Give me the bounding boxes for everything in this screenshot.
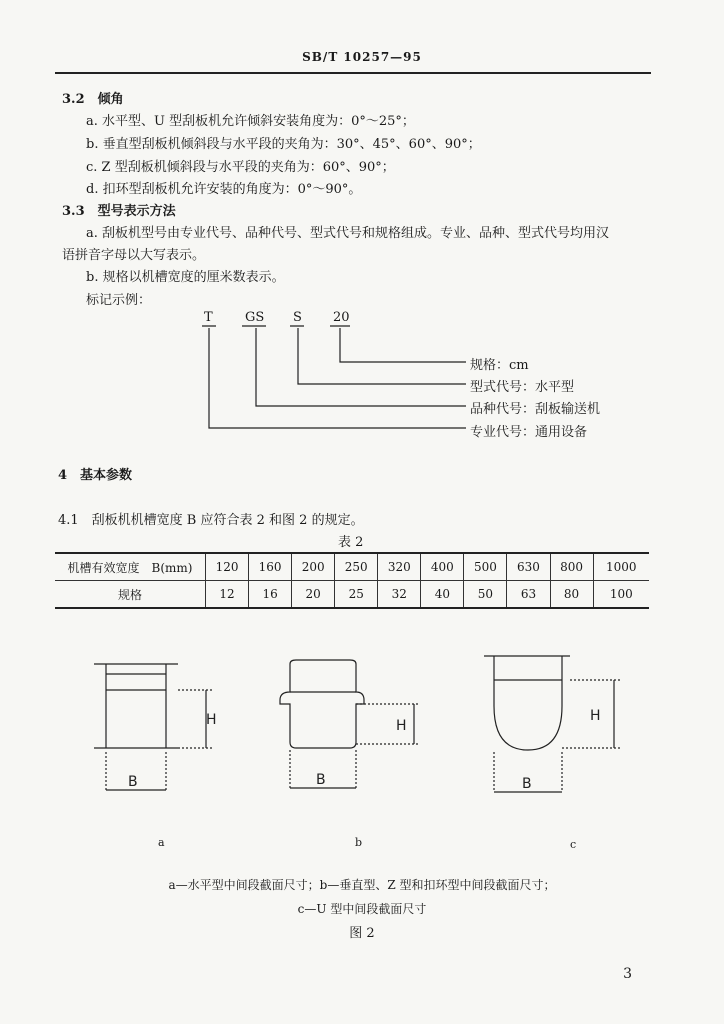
section-4-1-text: 4.1 刮板机机槽宽度 B 应符合表 2 和图 2 的规定。 — [58, 513, 364, 528]
cell: 320 — [378, 553, 421, 581]
leader-type — [298, 328, 466, 384]
code-variety: GS — [245, 310, 265, 325]
figure-caption-line2: c—U 型中间段截面尺寸 — [297, 902, 427, 916]
dim-h-c: H — [590, 708, 601, 724]
cell: 50 — [464, 581, 507, 609]
table-row — [55, 553, 649, 581]
leader-variety — [256, 328, 466, 406]
dim-b-c: B — [522, 776, 532, 792]
cell: 400 — [421, 553, 464, 581]
marking-example-label: 标记示例： — [86, 293, 152, 308]
cell: 25 — [335, 581, 378, 609]
desc-spec: 规格：cm — [470, 358, 529, 373]
leader-spec — [340, 328, 466, 362]
item-3-2-b: b. 垂直型刮板机倾斜段与水平段的夹角为：30°、45°、60°、90°； — [86, 137, 481, 152]
item-3-3-a-line1: a. 刮板机型号由专业代号、品种代号、型式代号和规格组成。专业、品种、型式代号均用汉 — [86, 226, 610, 241]
cell: 32 — [378, 581, 421, 609]
dim-h-a: H — [206, 712, 217, 728]
figure-c-section — [484, 656, 620, 792]
desc-specialty: 专业代号：通用设备 — [470, 425, 588, 440]
item-3-2-a: a. 水平型、U 型刮板机允许倾斜安装角度为：0°～25°； — [86, 114, 415, 129]
dim-h-b: H — [396, 718, 407, 734]
row1-label: 机槽有效宽度 B(mm) — [55, 553, 206, 581]
figure-a-section — [94, 664, 214, 790]
cell: 16 — [249, 581, 292, 609]
leader-specialty — [209, 328, 466, 428]
code-type: S — [293, 310, 302, 325]
cell: 250 — [335, 553, 378, 581]
table-row — [55, 581, 649, 609]
section-3-3-title: 3.3 型号表示方法 — [62, 204, 176, 219]
dim-b-a: B — [128, 774, 138, 790]
cell: 12 — [206, 581, 249, 609]
figure-label-b: b — [355, 836, 363, 849]
cell: 63 — [507, 581, 550, 609]
figure-title: 图 2 — [349, 926, 375, 941]
dim-b-b: B — [316, 772, 326, 788]
cell: 100 — [593, 581, 649, 609]
figure-caption-line1: a—水平型中间段截面尺寸；b—垂直型、Z 型和扣环型中间段截面尺寸； — [168, 878, 556, 892]
item-3-2-c: c. Z 型刮板机倾斜段与水平段的夹角为：60°、90°； — [86, 160, 395, 175]
standard-header: SB/T 10257—95 — [302, 50, 422, 64]
cell: 800 — [550, 553, 593, 581]
cell: 1000 — [593, 553, 649, 581]
cell: 40 — [421, 581, 464, 609]
figure-label-c: c — [570, 838, 577, 851]
code-spec: 20 — [333, 310, 350, 325]
section-4-title: 4 基本参数 — [58, 468, 133, 483]
cell: 120 — [206, 553, 249, 581]
cell: 20 — [292, 581, 335, 609]
desc-type: 型式代号：水平型 — [470, 380, 575, 395]
table-2 — [55, 552, 649, 609]
code-specialty: T — [204, 310, 213, 325]
figure-label-a: a — [158, 836, 165, 849]
row2-label: 规格 — [55, 581, 206, 609]
item-3-3-a-line2: 语拼音字母以大写表示。 — [62, 248, 206, 263]
cell: 80 — [550, 581, 593, 609]
cell: 160 — [249, 553, 292, 581]
desc-variety: 品种代号：刮板输送机 — [470, 402, 601, 417]
cell: 200 — [292, 553, 335, 581]
cell: 630 — [507, 553, 550, 581]
item-3-2-d: d. 扣环型刮板机允许安装的角度为：0°～90°。 — [86, 182, 362, 197]
section-3-2-title: 3.2 倾角 — [62, 92, 124, 107]
page-number: 3 — [623, 966, 632, 982]
cell: 500 — [464, 553, 507, 581]
item-3-3-b: b. 规格以机槽宽度的厘米数表示。 — [86, 270, 285, 285]
table-caption: 表 2 — [338, 535, 364, 550]
